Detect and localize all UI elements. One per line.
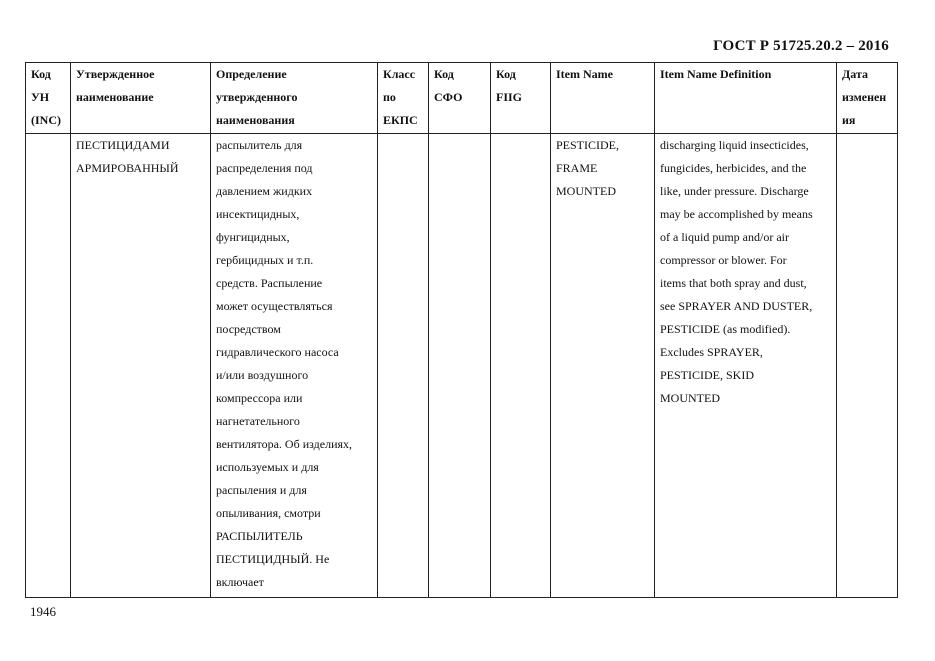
text-line: of a liquid pump and/or air xyxy=(660,230,789,244)
header-line: утвержденного xyxy=(216,90,298,104)
header-line: по xyxy=(383,90,396,104)
catalog-table xyxy=(25,62,898,598)
cell-approved-name xyxy=(71,134,211,598)
text-line: вентилятора. Об изделиях, xyxy=(216,437,353,451)
header-line: Класс xyxy=(383,67,416,81)
text-line: MOUNTED xyxy=(556,184,616,198)
cell-sfo-code xyxy=(429,134,491,598)
cell-item-name xyxy=(551,134,655,598)
header-line: Утвержденное xyxy=(76,67,155,81)
cell-ekps-class xyxy=(378,134,429,598)
header-line: Код xyxy=(496,67,516,81)
header-line: УН xyxy=(31,90,50,104)
header-line: Код xyxy=(31,67,51,81)
header-item-name xyxy=(551,63,655,134)
header-inc-code xyxy=(26,63,71,134)
text-line: распылитель для xyxy=(216,138,303,152)
text-line: compressor or blower. For xyxy=(660,253,787,267)
document-header: ГОСТ Р 51725.20.2 – 2016 xyxy=(713,38,889,54)
text-line: items that both spray and dust, xyxy=(660,276,807,290)
header-line: наименования xyxy=(216,113,295,127)
header-definition xyxy=(211,63,378,134)
header-line: FIIG xyxy=(496,90,523,104)
text-line: компрессора или xyxy=(216,391,303,405)
header-line: Дата xyxy=(842,67,868,81)
header-line: (INC) xyxy=(31,113,61,127)
cell-change-date xyxy=(837,134,898,598)
text-line: инсектицидных, xyxy=(216,207,300,221)
header-approved-name xyxy=(71,63,211,134)
text-line: may be accomplished by means xyxy=(660,207,813,221)
cell-item-name-definition xyxy=(655,134,837,598)
text-line: фунгицидных, xyxy=(216,230,290,244)
header-line: Код xyxy=(434,67,454,81)
text-line: распыления и для xyxy=(216,483,307,497)
header-line: Item Name Definition xyxy=(660,67,772,81)
text-line: ПЕСТИЦИДАМИ xyxy=(76,138,170,152)
text-line: PESTICIDE, SKID xyxy=(660,368,755,382)
text-line: средств. Распыление xyxy=(216,276,323,290)
header-ekps-class xyxy=(378,63,429,134)
header-fiig-code xyxy=(491,63,551,134)
text-line: fungicides, herbicides, and the xyxy=(660,161,807,175)
text-line: гербицидных и т.п. xyxy=(216,253,314,267)
cell-inc-code xyxy=(26,134,71,598)
header-line: ЕКПС xyxy=(383,113,418,127)
text-line: и/или воздушного xyxy=(216,368,309,382)
header-line: ия xyxy=(842,113,856,127)
text-line: РАСПЫЛИТЕЛЬ xyxy=(216,529,303,543)
text-line: see SPRAYER AND DUSTER, xyxy=(660,299,813,313)
header-line: изменен xyxy=(842,90,887,104)
cell-fiig-code xyxy=(491,134,551,598)
text-line: PESTICIDE, xyxy=(556,138,619,152)
table-row xyxy=(26,134,898,598)
text-line: ПЕСТИЦИДНЫЙ. Не xyxy=(216,552,330,566)
text-line: АРМИРОВАННЫЙ xyxy=(76,161,179,175)
header-change-date xyxy=(837,63,898,134)
text-line: discharging liquid insecticides, xyxy=(660,138,809,152)
text-line: like, under pressure. Discharge xyxy=(660,184,809,198)
text-line: может осуществляться xyxy=(216,299,333,313)
text-line: давлением жидких xyxy=(216,184,313,198)
header-item-name-definition xyxy=(655,63,837,134)
header-sfo-code xyxy=(429,63,491,134)
text-line: гидравлического насоса xyxy=(216,345,339,359)
text-line: PESTICIDE (as modified). xyxy=(660,322,791,336)
header-line: СФО xyxy=(434,90,463,104)
text-line: нагнетательного xyxy=(216,414,300,428)
cell-definition xyxy=(211,134,378,598)
text-line: FRAME xyxy=(556,161,598,175)
text-line: посредством xyxy=(216,322,281,336)
header-line: Item Name xyxy=(556,67,613,81)
header-line: наименование xyxy=(76,90,154,104)
text-line: используемых и для xyxy=(216,460,319,474)
header-line: Определение xyxy=(216,67,287,81)
page-number: 1946 xyxy=(30,604,56,619)
text-line: MOUNTED xyxy=(660,391,720,405)
text-line: Excludes SPRAYER, xyxy=(660,345,763,359)
text-line: включает xyxy=(216,575,264,589)
text-line: распределения под xyxy=(216,161,313,175)
text-line: опыливания, смотри xyxy=(216,506,321,520)
table-header-row xyxy=(26,63,898,134)
catalog-table-container xyxy=(25,62,897,598)
